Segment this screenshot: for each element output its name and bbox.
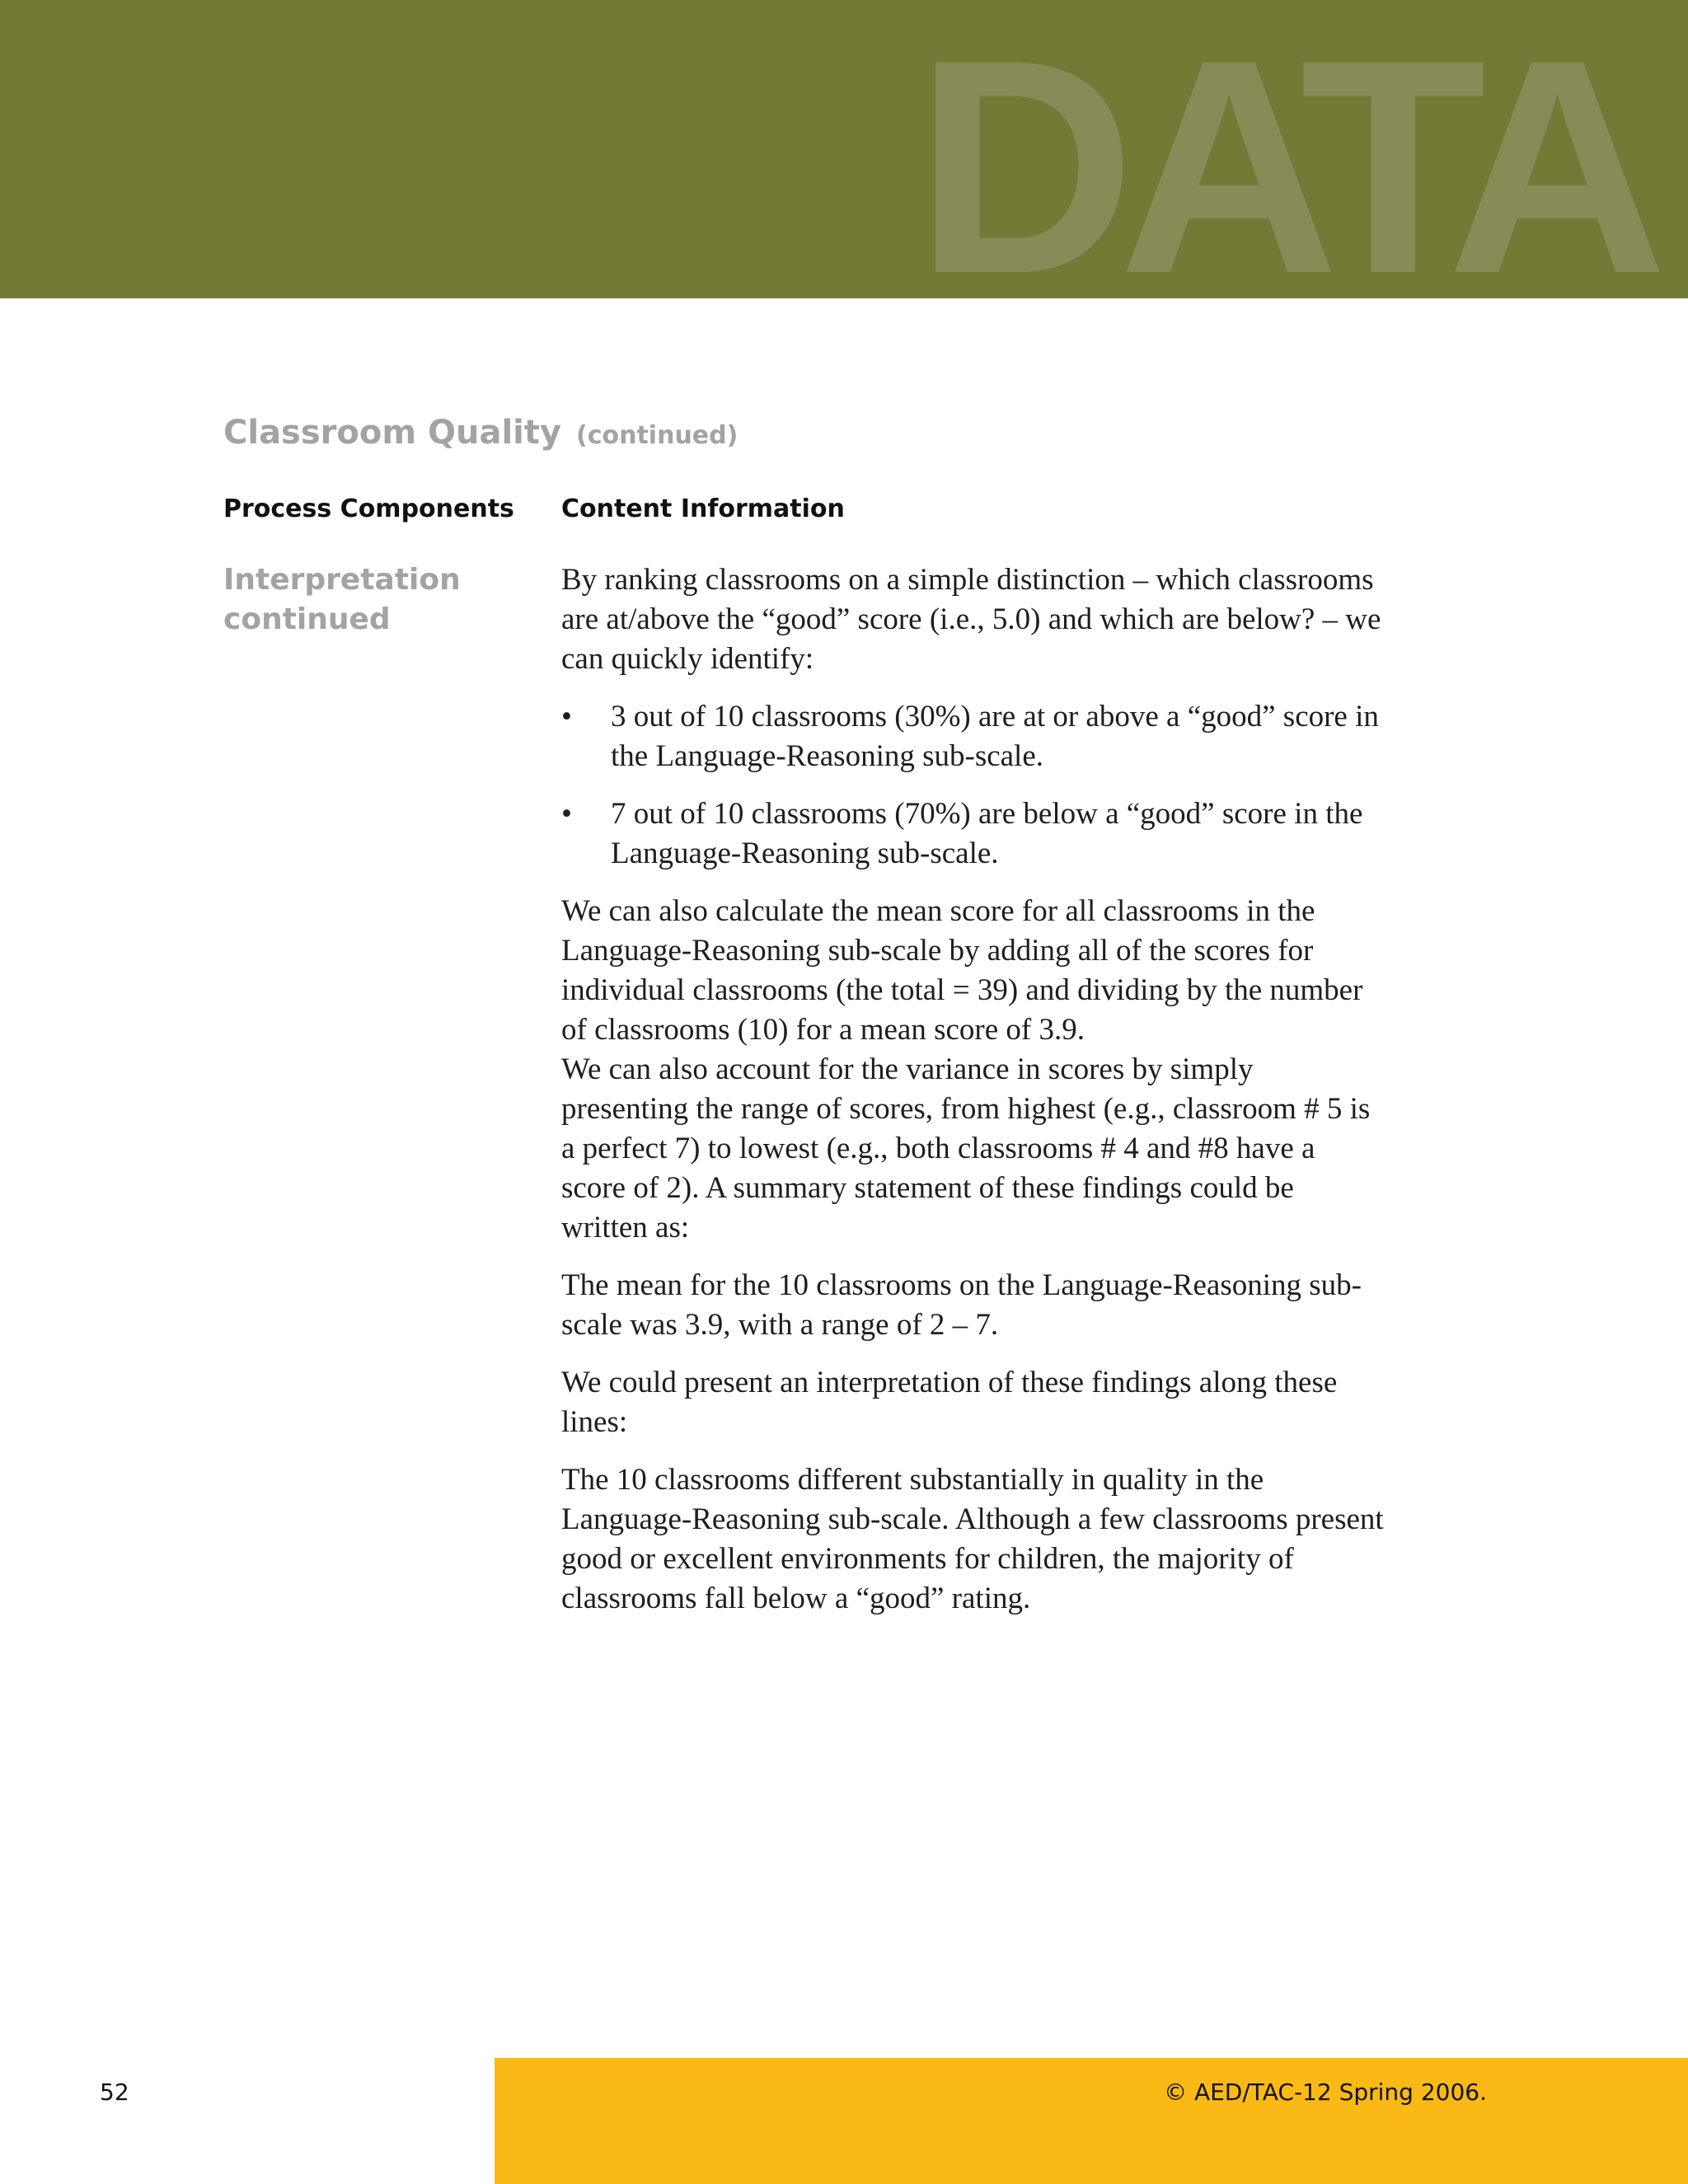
side-label [223,560,520,640]
list-item [561,697,1386,776]
header-banner [0,0,1688,298]
content-body [561,560,1386,1637]
intro-paragraph: By ranking classrooms on a simple distinction – which classrooms are at/above the “good” score (i.e., 5.0) and which are below? – we can quickly identify: [561,563,1381,676]
side-label-line1: Interpretation [223,563,461,597]
list-item [561,794,1386,874]
findings-list [561,697,1386,874]
list-item-text: 3 out of 10 classrooms (30%) are at or above a “good” score in the Language-Reasoning sub-scale. [611,700,1379,773]
bullet-icon: • [561,700,572,733]
column-header-process: Process Components [223,494,514,523]
summary-paragraph: The mean for the 10 classrooms on the Language-Reasoning sub-scale was 3.9, with a range of 2 – 7. [561,1268,1362,1342]
bullet-icon: • [561,797,572,831]
column-header-content: Content Information [561,494,845,523]
footer-copyright: © AED/TAC-12 Spring 2006. [1164,2079,1487,2106]
page-number: 52 [100,2079,129,2106]
list-item-text: 7 out of 10 classrooms (70%) are below a “good” score in the Language-Reasoning sub-scale. [611,797,1363,870]
section-title-suffix: (continued) [576,421,738,450]
interpretation-paragraph: The 10 classrooms different substantially in quality in the Language-Reasoning sub-scale. Although a few classrooms present good or excellent environments for children, the majority of classrooms fall below a “good” rating. [561,1463,1384,1615]
mean-paragraph: We can also calculate the mean score for all classrooms in the Language-Reasoning sub-scale by adding all of the scores for individual classrooms (the total = 39) and dividing by the number of classrooms (10) for a mean score of 3.9. [561,894,1363,1047]
variance-paragraph: We can also account for the variance in scores by simply presenting the range of scores, from highest (e.g., classroom # 5 is a perfect 7) to lowest (e.g., both classrooms # 4 and #8 have a score of 2). A summary statement of these findings could be written as: [561,1052,1371,1244]
side-label-line2: continued [223,602,391,636]
footer-bar [495,2058,1688,2184]
section-title [223,414,738,452]
section-title-text: Classroom Quality [223,414,562,452]
interpretation-intro-paragraph: We could present an interpretation of these findings along these lines: [561,1366,1338,1439]
banner-watermark-text: DATA [915,0,1651,298]
